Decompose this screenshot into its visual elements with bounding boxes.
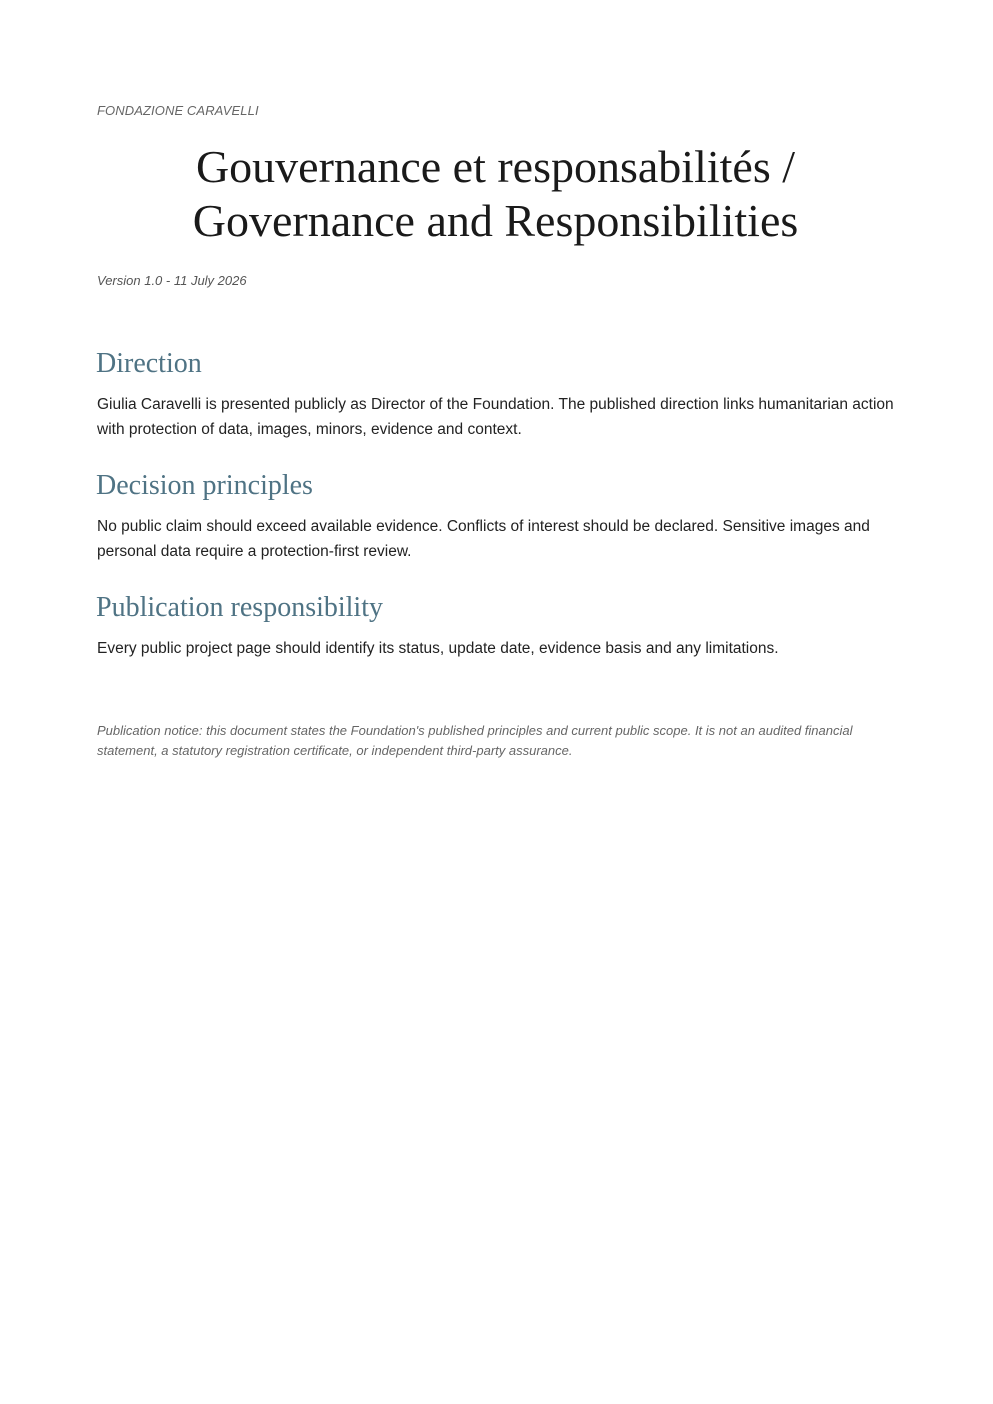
page-title	[97, 140, 894, 248]
section-body-publication-responsibility: Every public project page should identify its status, update date, evidence basis and any limitations.	[97, 640, 779, 657]
section-heading-direction: Direction	[96, 348, 202, 379]
publication-notice: Publication notice: this document states the Foundation's published principles and current public scope. It is not an audited financial statement, a statutory registration certificate, or independent third-party assurance.	[97, 723, 853, 758]
title-line-english: Governance and Responsibilities	[192, 195, 799, 246]
title-line-french: Gouvernance et responsabilités /	[195, 141, 796, 192]
section-body-decision-principles: No public claim should exceed available evidence. Conflicts of interest should be declared. Sensitive images and personal data require a protection-first review.	[97, 518, 870, 560]
section-heading-decision-principles: Decision principles	[96, 470, 313, 501]
section-body-direction: Giulia Caravelli is presented publicly as Director of the Foundation. The published direction links humanitarian action with protection of data, images, minors, evidence and context.	[97, 396, 894, 438]
organization-name: FONDAZIONE CARAVELLI	[97, 103, 259, 118]
section-heading-publication-responsibility: Publication responsibility	[96, 592, 383, 623]
version-date: Version 1.0 - 11 July 2026	[97, 273, 247, 288]
